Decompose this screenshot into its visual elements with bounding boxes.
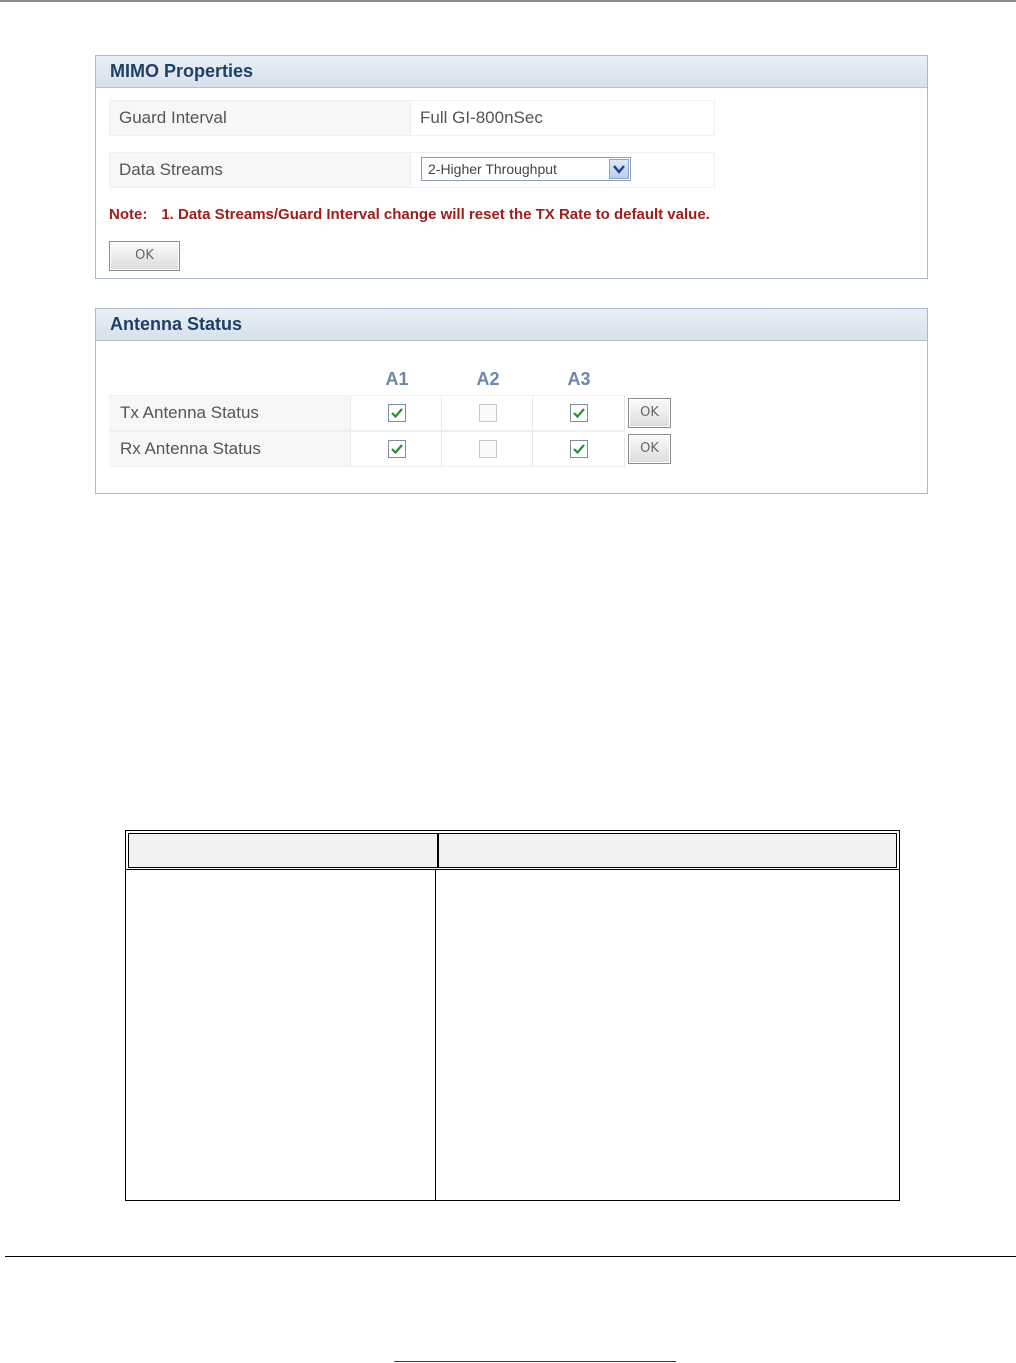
table-header-row (128, 833, 897, 868)
rx-a2-cell (442, 432, 533, 466)
rx-a2-checkbox[interactable] (479, 440, 497, 458)
table-column-divider (435, 869, 436, 1200)
rx-a3-cell (533, 432, 625, 466)
rx-antenna-row (109, 431, 625, 467)
checkmark-icon (390, 406, 404, 420)
footer-divider (5, 1256, 1016, 1257)
tx-a2-cell (442, 396, 533, 430)
description-table (125, 830, 900, 1201)
data-streams-selected: 2-Higher Throughput (428, 161, 557, 177)
note-text: 1. Data Streams/Guard Interval change will reset the TX Rate to default value. (161, 206, 710, 223)
column-header-a1: A1 (385, 369, 409, 389)
antenna-panel-title: Antenna Status (96, 309, 927, 341)
note-label: Note: (109, 206, 148, 223)
tx-ok-button[interactable]: OK (628, 398, 671, 428)
rx-antenna-label: Rx Antenna Status (109, 432, 351, 466)
data-streams-row (109, 152, 715, 188)
top-divider (0, 0, 1016, 2)
tx-a3-cell (533, 396, 625, 430)
rx-a1-cell (351, 432, 442, 466)
checkmark-icon (390, 442, 404, 456)
antenna-status-panel (95, 308, 928, 494)
mimo-panel-title: MIMO Properties (96, 56, 927, 88)
checkmark-icon (572, 406, 586, 420)
chevron-down-icon[interactable] (609, 159, 629, 179)
tx-a3-checkbox[interactable] (570, 404, 588, 422)
mimo-ok-button[interactable]: OK (109, 241, 180, 271)
rx-a3-checkbox[interactable] (570, 440, 588, 458)
table-header-divider (437, 834, 439, 867)
mimo-note (109, 206, 710, 223)
rx-a1-checkbox[interactable] (388, 440, 406, 458)
data-streams-value-cell (412, 153, 714, 187)
rx-ok-button[interactable]: OK (628, 434, 671, 464)
guard-interval-value: Full GI-800nSec (420, 108, 543, 127)
checkmark-icon (572, 442, 586, 456)
tx-antenna-label: Tx Antenna Status (109, 396, 351, 430)
table-header-bottom-line (126, 869, 899, 870)
tx-a1-cell (351, 396, 442, 430)
mimo-properties-panel (95, 55, 928, 279)
data-streams-select[interactable] (421, 157, 631, 181)
tx-antenna-row (109, 395, 625, 431)
data-streams-label: Data Streams (110, 153, 411, 187)
tx-a2-checkbox[interactable] (479, 404, 497, 422)
guard-interval-row (109, 100, 715, 136)
column-header-a2: A2 (476, 369, 500, 389)
tx-a1-checkbox[interactable] (388, 404, 406, 422)
column-header-a3: A3 (567, 369, 591, 389)
guard-interval-label: Guard Interval (110, 101, 411, 135)
footer-link-underline[interactable] (394, 1361, 676, 1362)
